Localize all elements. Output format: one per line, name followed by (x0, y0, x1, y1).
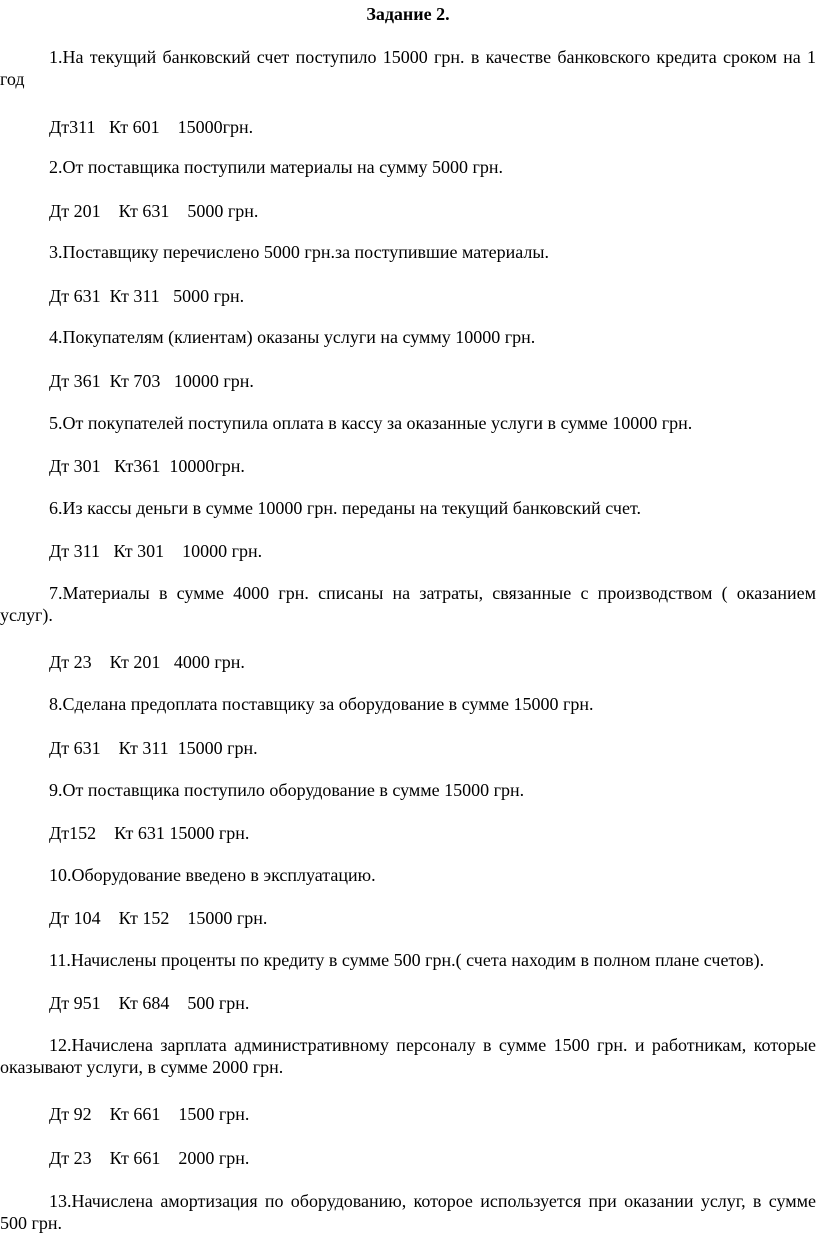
accounting-entry: Дт 104 Кт 152 15000 грн. (49, 908, 268, 928)
accounting-entry: Дт 311 Кт 301 10000 грн. (49, 541, 263, 561)
accounting-entry: Дт311 Кт 601 15000грн. (49, 117, 254, 137)
accounting-entry: Дт 92 Кт 661 1500 грн. (49, 1104, 250, 1124)
task-question: 3.Поставщику перечислено 5000 грн.за поступившие материалы. (49, 242, 550, 262)
task-question: 5.От покупателей поступила оплата в кассу за оказанные услуги в сумме 10000 грн. (49, 413, 693, 433)
accounting-entry: Дт 201 Кт 631 5000 грн. (49, 201, 259, 221)
accounting-entry: Дт 301 Кт361 10000грн. (49, 456, 245, 476)
task-title: Задание 2. (366, 4, 450, 24)
task-item-7 (0, 582, 816, 626)
task-question: 4.Покупателям (клиентам) оказаны услуги на сумму 10000 грн. (49, 327, 536, 347)
task-item-11 (0, 949, 816, 971)
task-question: 6.Из кассы деньги в сумме 10000 грн. переданы на текущий банковский счет. (49, 498, 641, 518)
accounting-entry: Дт152 Кт 631 15000 грн. (49, 823, 250, 843)
task-item-5 (0, 412, 816, 434)
accounting-entry: Дт 631 Кт 311 15000 грн. (49, 738, 258, 758)
task-question: 8.Сделана предоплата поставщику за оборудование в сумме 15000 грн. (49, 694, 594, 714)
task-item-4 (0, 326, 816, 348)
task-question: 13.Начислена амортизация по оборудованию, которое используется при оказании услуг, в сумме 500 грн. (0, 1191, 816, 1233)
task-question: 2.От поставщика поступили материалы на сумму 5000 грн. (49, 157, 503, 177)
task-item-1 (0, 46, 816, 90)
task-item-9 (0, 779, 816, 801)
task-question: 12.Начислена зарплата административному персоналу в сумме 1500 грн. и работникам, которые оказывают услуги, в сумме 2000 грн. (0, 1035, 816, 1077)
task-item-12 (0, 1034, 816, 1078)
task-item-13 (0, 1190, 816, 1234)
task-item-8 (0, 693, 816, 715)
accounting-entry: Дт 631 Кт 311 5000 грн. (49, 286, 245, 306)
task-question: 1.На текущий банковский счет поступило 15000 грн. в качестве банковского кредита сроком на 1 год (0, 47, 816, 89)
task-item-2 (0, 156, 816, 178)
accounting-entry: Дт 23 Кт 201 4000 грн. (49, 652, 245, 672)
accounting-entry: Дт 951 Кт 684 500 грн. (49, 993, 250, 1013)
task-question: 10.Оборудование введено в эксплуатацию. (49, 865, 376, 885)
task-item-3 (0, 241, 816, 263)
task-question: 9.От поставщика поступило оборудование в сумме 15000 грн. (49, 780, 525, 800)
task-question: 7.Материалы в сумме 4000 грн. списаны на затраты, связанные с производством ( оказанием услуг). (0, 583, 816, 625)
accounting-entry: Дт 361 Кт 703 10000 грн. (49, 371, 254, 391)
task-item-10 (0, 864, 816, 886)
accounting-entry: Дт 23 Кт 661 2000 грн. (49, 1148, 250, 1168)
task-question: 11.Начислены проценты по кредиту в сумме 500 грн.( счета находим в полном плане счетов). (49, 950, 765, 970)
task-item-6 (0, 497, 816, 519)
